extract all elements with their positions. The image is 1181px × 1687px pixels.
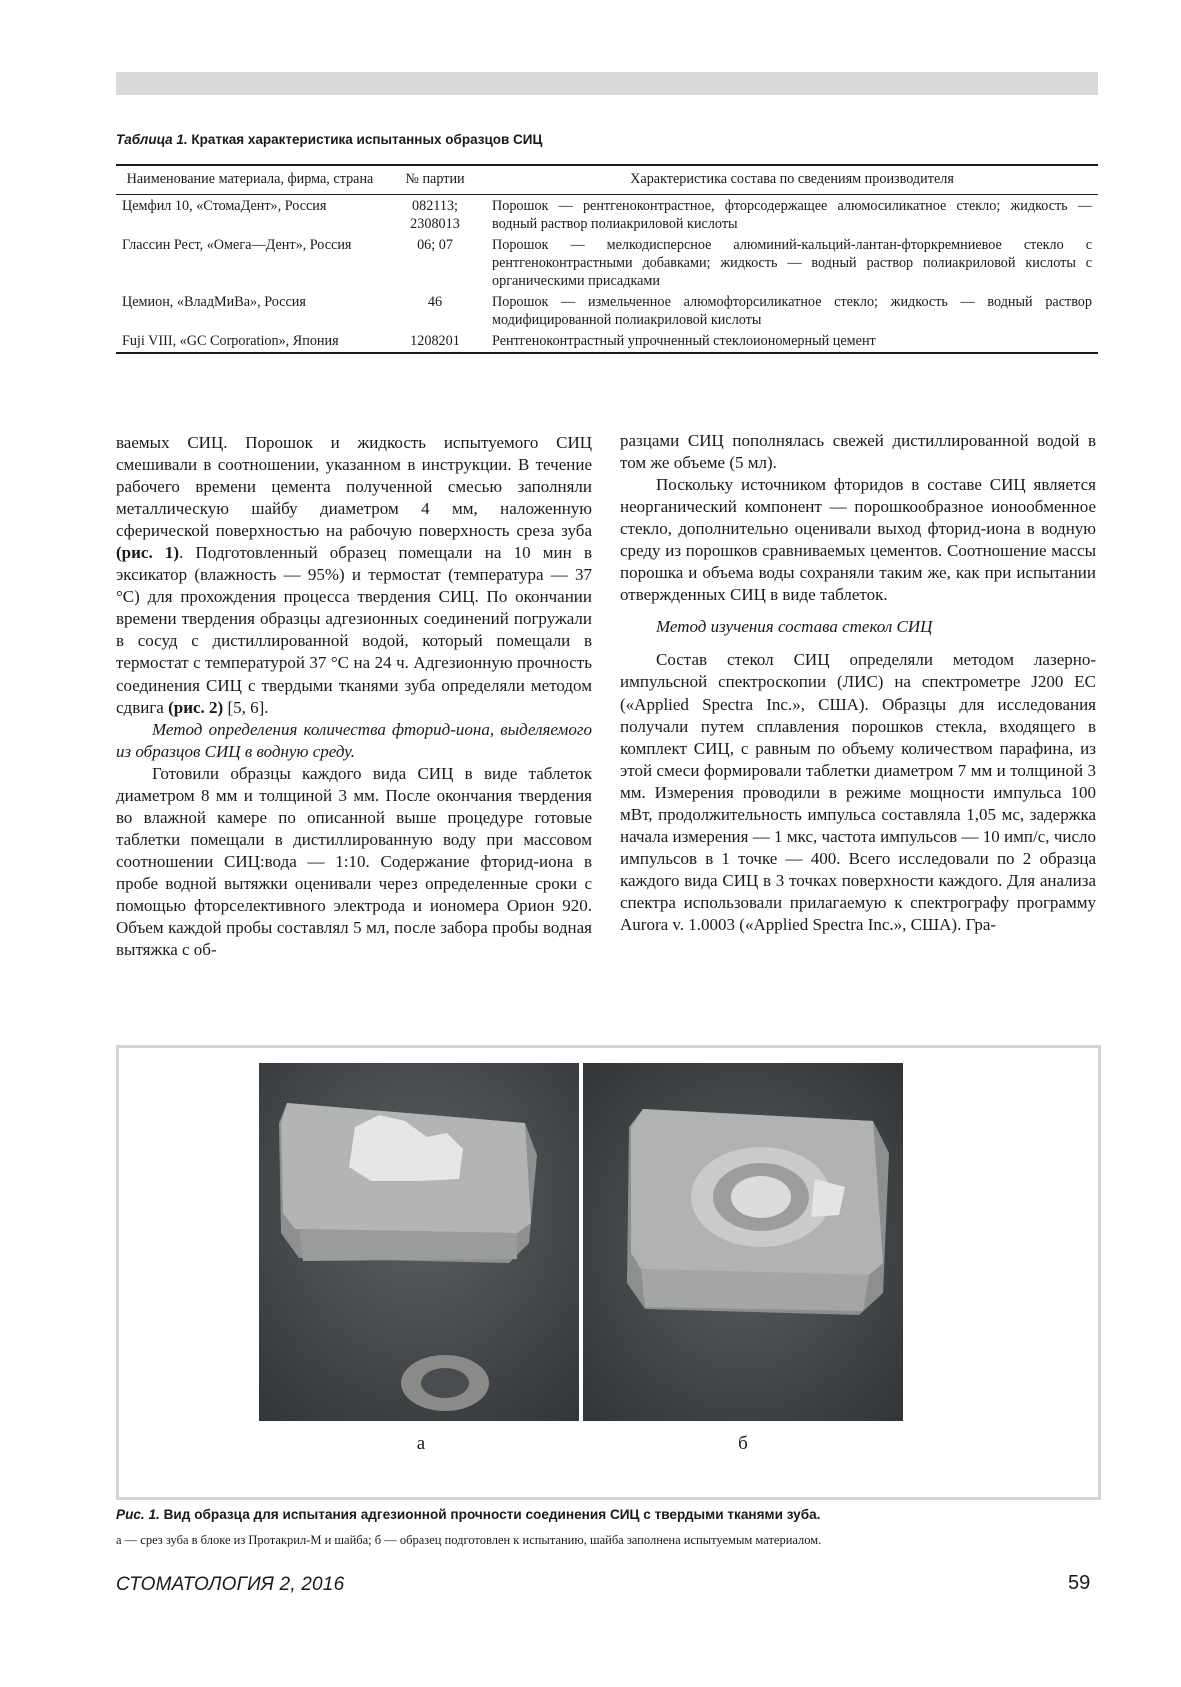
figure-subcaption: а — срез зуба в блоке из Протакрил-М и шайба; б — образец подготовлен к испытанию, шайба заполнена испытуемым материалом. (116, 1533, 822, 1547)
photo-a (259, 1063, 579, 1421)
table-row (116, 234, 1098, 291)
table-row (116, 195, 1098, 235)
composition: Порошок — мелкодисперсное алюминий-кальций-лантан-фторкремниевое стекло с рентгеноконтрастными добавками; жидкость — водный раствор полиакриловой кислоты с органическими присадками (492, 237, 1092, 289)
table-row (116, 330, 1098, 353)
figure-ref: (рис. 2) (168, 697, 224, 717)
composition: Порошок — рентгеноконтрастное, фторсодержащее алюмосиликатное стекло; жидкость — водный раствор полиакриловой кислоты (492, 198, 1092, 232)
table-caption (116, 132, 542, 147)
composition: Рентгеноконтрастный упрочненный стеклоиономерный цемент (486, 330, 1098, 353)
figure-label: Рис. 1. (116, 1507, 160, 1522)
batch-number: 06; 07 (417, 237, 453, 253)
section-heading: Метод определения количества фторид-иона, выделяемого из образцов СИЦ в водную среду. (116, 719, 592, 761)
figure-caption (116, 1507, 820, 1522)
photo-b (583, 1063, 903, 1421)
table-label: Таблица 1. (116, 132, 188, 147)
paragraph: ваемых СИЦ. Порошок и жидкость испытуемого СИЦ смешивали в соотношении, указанном в инструкции. В течение рабочего времени цемента полученной смесью заполняли металлическую шайбу диаметром 4 мм, наложенную сферической поверхностью на рабочую поверхность среза зуба (рис. 1). Подготовленный образец помещали на 10 мин в эксикатор (влажность — 95%) и термостат (температура — 37 °С) для прохождения процесса твердения СИЦ. По окончании времени твердения образцы адгезионных соединений погружали в сосуд с дистиллированной водой, который помещали в термостат с температурой 37 °С на 24 ч. Адгезионную прочность соединения СИЦ с твердыми тканями зуба определяли методом сдвига (рис. 2) [5, 6]. (116, 433, 592, 717)
header-material: Наименование материала, фирма, страна (116, 165, 384, 195)
figure-ref: (рис. 1) (116, 543, 180, 563)
batch-number: 1208201 (384, 330, 486, 353)
paragraph: Поскольку источником фторидов в составе СИЦ является неорганический компонент — порошкообразное ионообменное стекло, дополнительно оценивали выход фторид-иона в водную среду из порошков сравниваемых цементов. Соотношение массы порошка и объема воды сохраняли таким же, как при испытании отвержденных СИЦ в виде таблеток. (620, 475, 1096, 605)
material-name: Цемион, «ВладМиВа», Россия (122, 294, 306, 310)
section-heading: Метод изучения состава стекол СИЦ (656, 617, 933, 637)
batch-number: 46 (427, 294, 443, 310)
paragraph: Готовили образцы каждого вида СИЦ в виде таблеток диаметром 8 мм и толщиной 3 мм. После окончания твердения во влажной камере по описанной выше процедуре готовые таблетки помещали в дистиллированную воду при массовом соотношении СИЦ:вода — 1:10. Содержание фторид-иона в пробе водной вытяжки оценивали через определенные сроки с помощью фторселективного электрода и иономера Орион 920. Объем каждой пробы составлял 5 мл, после забора пробы водная вытяжка с об- (116, 763, 592, 960)
table-row (116, 291, 1098, 330)
paragraph: Состав стекол СИЦ определяли методом лазерно-импульсной спектроскопии (ЛИС) на спектрометре J200 EC («Applied Spectra Inc.», США). Образцы для исследования получали путем сплавления порошков стекла, входящего в комплект СИЦ, с равным по объему количеством парафина, из этой смеси формировали таблетки диаметром 7 мм и толщиной 3 мм. Измерения проводили в режиме мощности импульса 100 мВт, продолжительность импульса составляла 1,05 мс, задержка начала измерения — 1 мкс, частота импульсов — 10 имп/с, число импульсов в 1 точке — 400. Всего исследовали по 2 образца каждого вида СИЦ в 3 точках поверхности каждого. Для анализа спектра использовали прилагаемую к спектрографу программу Aurora v. 1.0003 («Applied Spectra Inc.», США). Гра- (620, 650, 1096, 934)
material-name: Цемфил 10, «СтомаДент», Россия (122, 198, 327, 214)
right-column (620, 430, 1096, 936)
figure-frame (116, 1045, 1101, 1500)
table-header-row (116, 165, 1098, 195)
left-column (116, 432, 592, 961)
page-number: 59 (1068, 1572, 1091, 1594)
batch-number: 082113; 2308013 (410, 198, 460, 232)
header-batch: № партии (384, 165, 486, 195)
header-bar (116, 72, 1098, 95)
figure-title: Вид образца для испытания адгезионной прочности соединения СИЦ с твердыми тканями зуба. (163, 1507, 821, 1522)
paragraph: разцами СИЦ пополнялась свежей дистиллированной водой в том же объеме (5 мл). (620, 431, 1096, 473)
header-composition: Характеристика состава по сведениям производителя (486, 165, 1098, 195)
table-title: Краткая характеристика испытанных образцов СИЦ (191, 132, 543, 147)
material-name: Fuji VIII, «GC Corporation», Япония (116, 330, 384, 353)
material-name: Глассин Рест, «Омега—Дент», Россия (122, 237, 352, 253)
composition: Порошок — измельченное алюмофторсиликатное стекло; жидкость — водный раствор модифицированной полиакриловой кислоты (492, 294, 1092, 328)
photo-b-label: б (738, 1433, 748, 1454)
photo-a-label: а (416, 1433, 426, 1454)
journal-name: СТОМАТОЛОГИЯ 2, 2016 (116, 1574, 345, 1595)
characteristics-table (116, 164, 1098, 354)
